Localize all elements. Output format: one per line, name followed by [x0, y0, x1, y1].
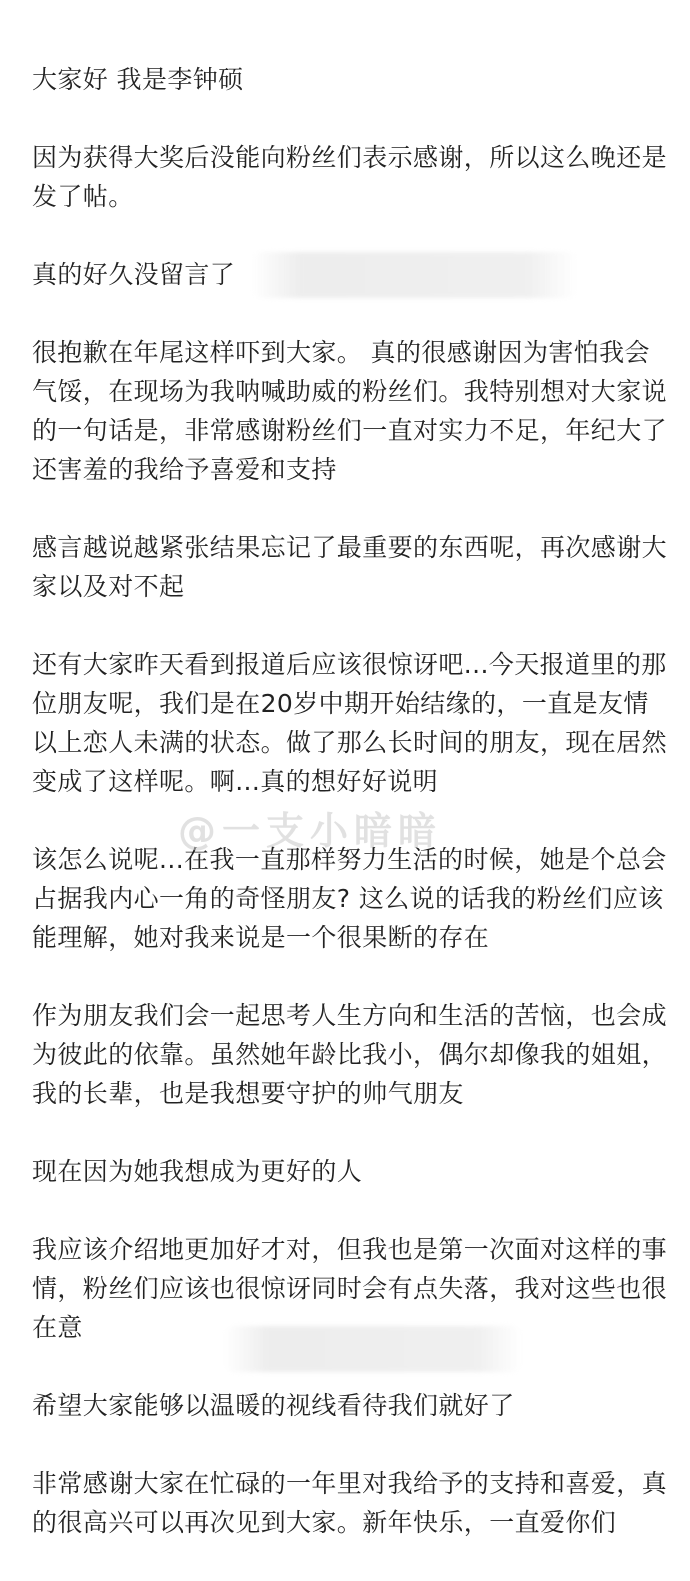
blurred-emoji-area: [252, 252, 577, 298]
paragraph-apology: 很抱歉在年尾这样吓到大家。 真的很感谢因为害怕我会气馁，在现场为我呐喊助威的粉丝们。我特别想对大家说的一句话是，非常感谢粉丝们一直对实力不足，年纪大了还害羞的我给予喜爱和支持: [32, 338, 668, 484]
paragraph-speech-nervous: 感言越说越紧张结果忘记了最重要的东西呢，再次感谢大家以及对不起: [32, 533, 668, 601]
paragraph-as-friends: 作为朋友我们会一起思考人生方向和生活的苦恼，也会成为彼此的依靠。虽然她年龄比我小，偶尔却像我的姐姐，我的长辈，也是我想要守护的帅气朋友: [32, 1001, 668, 1108]
paragraph-long-time: 真的好久没留言了: [32, 260, 236, 289]
paragraph-warm-view: 希望大家能够以温暖的视线看待我们就好了: [32, 1391, 515, 1420]
paragraph-news-report: 还有大家昨天看到报道后应该很惊讶吧...今天报道里的那位朋友呢，我们是在20岁中期开始结缘的，一直是友情以上恋人未满的状态。做了那么长时间的朋友，现在居然变成了这样呢。啊...真的想好好说明: [32, 650, 668, 796]
blurred-emoji-area-bottom: [224, 1326, 522, 1372]
paragraph-thanks-late-post: 因为获得大奖后没能向粉丝们表示感谢，所以这么晚还是发了帖。: [32, 143, 668, 211]
paragraph-how-to-say: 该怎么说呢...在我一直那样努力生活的时候，她是个总会占据我内心一角的奇怪朋友? 这么说的话我的粉丝们应该能理解，她对我来说是一个很果断的存在: [32, 845, 667, 952]
watermark-text: @一支小暗暗: [178, 809, 443, 853]
paragraph-better-person: 现在因为她我想成为更好的人: [32, 1157, 363, 1186]
paragraph-greeting: 大家好 我是李钟硕: [32, 65, 244, 94]
paragraph-should-introduce: 我应该介绍地更加好才对，但我也是第一次面对这样的事情，粉丝们应该也很惊讶同时会有点失落，我对这些也很在意: [32, 1235, 668, 1342]
paragraph-happy-new-year: 非常感谢大家在忙碌的一年里对我给予的支持和喜爱，真的很高兴可以再次见到大家。新年快乐，一直爱你们: [32, 1469, 668, 1537]
